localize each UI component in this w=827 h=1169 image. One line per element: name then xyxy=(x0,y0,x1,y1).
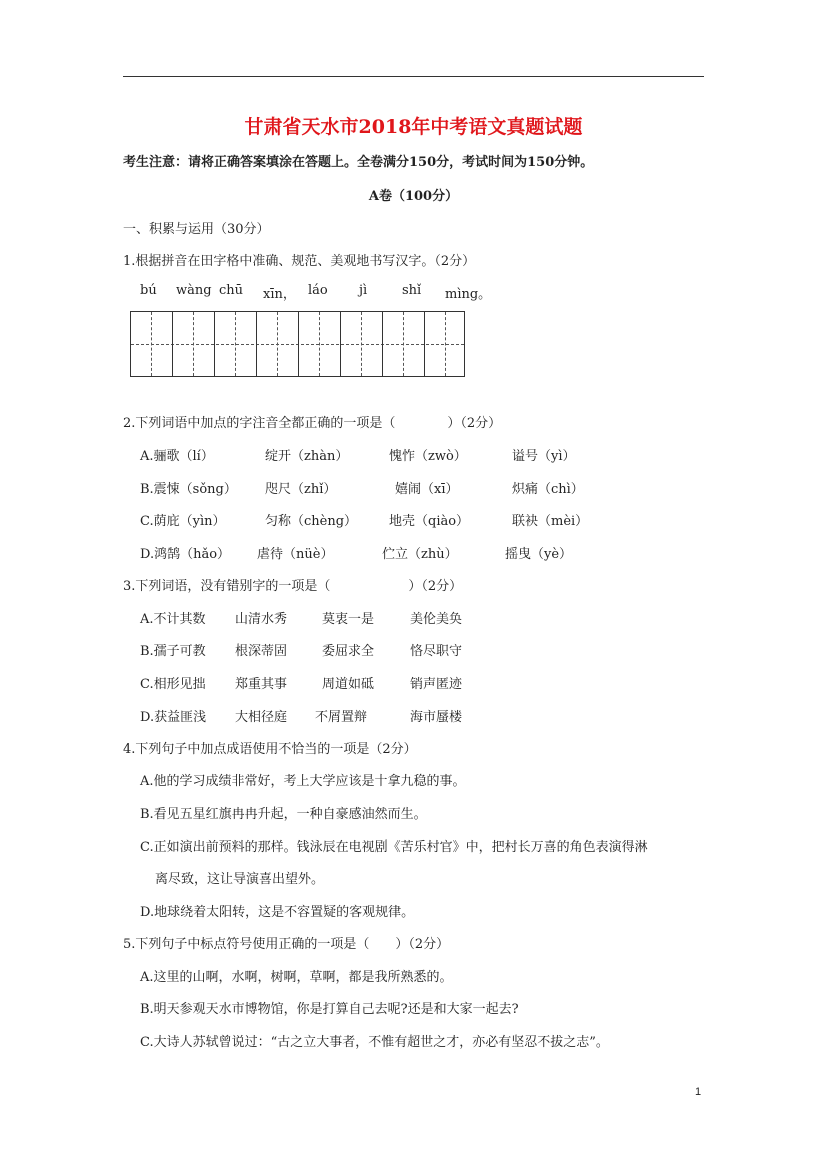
q3-option-d-1: D.获益匪浅 xyxy=(140,710,207,725)
q4-option-a: A.他的学习成绩非常好，考上大学应该是十拿九稳的事。 xyxy=(140,774,466,789)
q3-option-b-3: 委屈求全 xyxy=(322,644,375,659)
q2-option-a-2: 绽开（zhàn） xyxy=(265,449,349,464)
grid-dash-line xyxy=(235,312,236,376)
grid-dash-line xyxy=(277,312,278,376)
q4-option-c-cont: 离尽致，这让导演喜出望外。 xyxy=(155,872,325,887)
tianzige-grid[interactable] xyxy=(130,311,465,377)
grid-dash-line xyxy=(403,312,404,376)
grid-dash-line xyxy=(445,312,446,376)
q2-option-d-3: 伫立（zhù） xyxy=(382,547,458,562)
q1-pinyin: chū xyxy=(219,283,244,298)
q2-option-b-2: 咫尺（zhǐ） xyxy=(265,482,337,497)
grid-cell-divider xyxy=(340,312,341,376)
q3-option-d-4: 海市蜃楼 xyxy=(410,710,463,725)
grid-cell-divider xyxy=(382,312,383,376)
q3-stem: 3.下列词语，没有错别字的一项是（ ）（2分） xyxy=(123,579,463,594)
q1-pinyin: jì xyxy=(359,283,368,298)
q2-option-a-1: A.骊歌（lí） xyxy=(140,449,214,464)
q4-option-b: B.看见五星红旗冉冉升起，一种自豪感油然而生。 xyxy=(140,807,427,822)
q3-option-a-2: 山清水秀 xyxy=(235,612,288,627)
q3-option-b-4: 恪尽职守 xyxy=(410,644,463,659)
q4-option-c: C.正如演出前预料的那样。钱泳辰在电视剧《苦乐村官》中，把村长万喜的角色表演得淋 xyxy=(140,840,648,855)
grid-cell-divider xyxy=(172,312,173,376)
q3-option-a-4: 美伦美奂 xyxy=(410,612,463,627)
q2-option-a-4: 谥号（yì） xyxy=(512,449,576,464)
q2-option-d-1: D.鸿鹄（hǎo） xyxy=(140,547,231,562)
q3-option-c-3: 周道如砥 xyxy=(322,677,375,692)
q2-option-d-4: 摇曳（yè） xyxy=(505,547,573,562)
grid-dash-line xyxy=(361,312,362,376)
q2-option-d-2: 虐待（nüè） xyxy=(257,547,334,562)
q3-option-d-3: 不屑置辩 xyxy=(315,710,368,725)
q3-option-b-1: B.孺子可教 xyxy=(140,644,206,659)
q2-option-a-3: 愧怍（zwò） xyxy=(389,449,467,464)
q1-stem: 1.根据拼音在田字格中准确、规范、美观地书写汉字。（2分） xyxy=(123,254,476,269)
page-number: 1 xyxy=(695,1086,702,1098)
q2-option-b-3: 嬉闹（xī） xyxy=(395,482,459,497)
q5-option-a: A.这里的山啊，水啊，树啊，草啊，都是我所熟悉的。 xyxy=(140,970,453,985)
q3-option-c-2: 郑重其事 xyxy=(235,677,288,692)
exam-notice: 考生注意：请将正确答案填涂在答题上。全卷满分150分，考试时间为150分钟。 xyxy=(123,155,594,170)
q5-option-b: B.明天参观天水市博物馆，你是打算自己去呢?还是和大家一起去? xyxy=(140,1002,519,1017)
header-rule xyxy=(123,76,704,77)
page-title: 甘肃省天水市2018年中考语文真题试题 xyxy=(244,116,583,138)
q1-pinyin: shǐ xyxy=(402,283,422,298)
q5-option-c: C.大诗人苏轼曾说过：“古之立大事者，不惟有超世之才，亦必有坚忍不拔之志”。 xyxy=(140,1035,609,1050)
grid-dash-line xyxy=(151,312,152,376)
q4-option-d: D.地球绕着太阳转，这是不容置疑的客观规律。 xyxy=(140,905,415,920)
grid-cell-divider xyxy=(256,312,257,376)
section-a-heading: A卷（100分） xyxy=(368,189,459,204)
q3-option-c-4: 销声匿迹 xyxy=(410,677,463,692)
q2-option-c-1: C.荫庇（yìn） xyxy=(140,514,226,529)
q3-option-a-3: 莫衷一是 xyxy=(322,612,375,627)
q2-option-c-2: 匀称（chèng） xyxy=(265,514,358,529)
grid-cell-divider xyxy=(424,312,425,376)
part1-heading: 一、积累与运用（30分） xyxy=(123,222,270,237)
q4-stem: 4.下列句子中加点成语使用不恰当的一项是（2分） xyxy=(123,742,417,757)
q2-stem: 2.下列词语中加点的字注音全都正确的一项是（ ）（2分） xyxy=(123,416,502,431)
q5-stem: 5.下列句子中标点符号使用正确的一项是（ ）（2分） xyxy=(123,937,450,952)
grid-cell-divider xyxy=(214,312,215,376)
q3-option-b-2: 根深蒂固 xyxy=(235,644,288,659)
grid-dash-line xyxy=(193,312,194,376)
q3-option-a-1: A.不计其数 xyxy=(140,612,206,627)
q1-pinyin: láo xyxy=(308,283,328,298)
q2-option-c-3: 地壳（qiào） xyxy=(389,514,470,529)
q1-pinyin: xīn， xyxy=(263,287,296,302)
grid-cell-divider xyxy=(298,312,299,376)
q1-pinyin: mìng。 xyxy=(445,287,492,302)
q2-option-c-4: 联袂（mèi） xyxy=(512,514,589,529)
q2-option-b-1: B.震悚（sǒng） xyxy=(140,482,237,497)
q2-option-b-4: 炽痛（chì） xyxy=(512,482,584,497)
q3-option-d-2: 大相径庭 xyxy=(235,710,288,725)
grid-dash-line xyxy=(319,312,320,376)
q1-pinyin: bú xyxy=(140,283,157,298)
q1-pinyin: wàng xyxy=(176,283,212,298)
q3-option-c-1: C.相形见拙 xyxy=(140,677,206,692)
